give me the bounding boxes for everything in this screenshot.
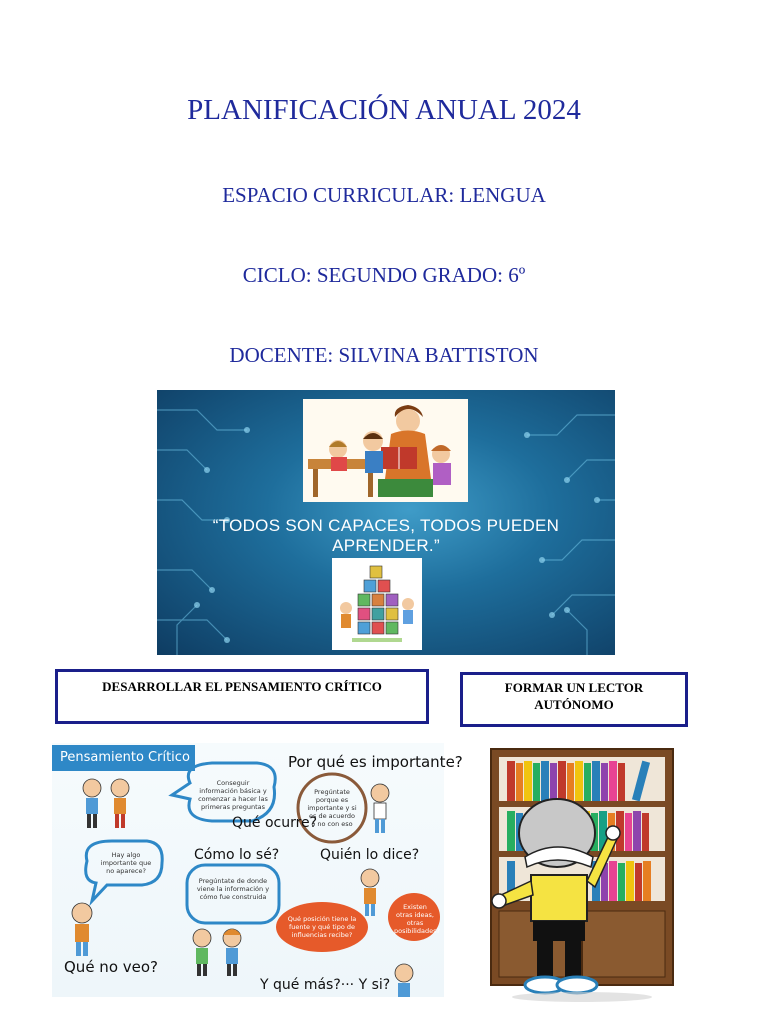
bubble-importante: Pregúntate porque es importante y si es de acuerdo o no con eso bbox=[307, 788, 357, 828]
question-que-ocurre: Qué ocurre? bbox=[232, 815, 318, 831]
banner-quote: “TODOS SON CAPACES, TODOS PUEDEN APRENDER.” bbox=[212, 516, 560, 555]
ciclo-grado: CICLO: SEGUNDO GRADO: 6º bbox=[242, 263, 526, 287]
page-title: PLANIFICACIÓN ANUAL 2024 bbox=[187, 94, 581, 126]
question-quien-lo-dice: Quién lo dice? bbox=[320, 847, 420, 863]
question-que-no-veo: Qué no veo? bbox=[64, 958, 159, 976]
critical-thinking-infographic bbox=[52, 743, 463, 997]
docente: DOCENTE: SILVINA BATTISTON bbox=[229, 343, 539, 367]
question-y-que-mas: Y qué más?··· Y si? bbox=[260, 977, 391, 993]
bubble-info-basica: Conseguir información básica y comenzar a hacer las primeras preguntas bbox=[198, 779, 268, 811]
bubble-no-aparece: Hay algo importante que no aparece? bbox=[100, 851, 152, 875]
reader-bookshelf-illustration bbox=[487, 745, 677, 1007]
question-como-lo-se: Cómo lo sé? bbox=[194, 847, 280, 863]
goal-autonomous-reader bbox=[460, 672, 688, 727]
teacher-reading-image bbox=[303, 399, 468, 502]
espacio-curricular: ESPACIO CURRICULAR: LENGUA bbox=[222, 183, 546, 207]
bubble-posicion-fuente: Qué posición tiene la fuente y qué tipo de influencias recibe? bbox=[287, 915, 357, 939]
goal-autonomous-reader-line1: FORMAR UN LECTOR bbox=[504, 680, 644, 695]
goal-critical-thinking bbox=[55, 669, 429, 724]
children-blocks-image bbox=[332, 558, 422, 650]
banner bbox=[157, 390, 615, 655]
bubble-otras-ideas: Existen otras ideas, otras posibilidades? bbox=[394, 903, 440, 935]
bubble-de-donde: Pregúntate de donde viene la información y cómo fue construida bbox=[196, 877, 270, 901]
goal-critical-thinking-label: DESARROLLAR EL PENSAMIENTO CRÍTICO bbox=[102, 679, 382, 694]
goal-autonomous-reader-line2: AUTÓNOMO bbox=[534, 697, 614, 712]
infographic-title: Pensamiento Crítico bbox=[52, 745, 195, 771]
question-por-que: Por qué es importante? bbox=[288, 753, 463, 771]
